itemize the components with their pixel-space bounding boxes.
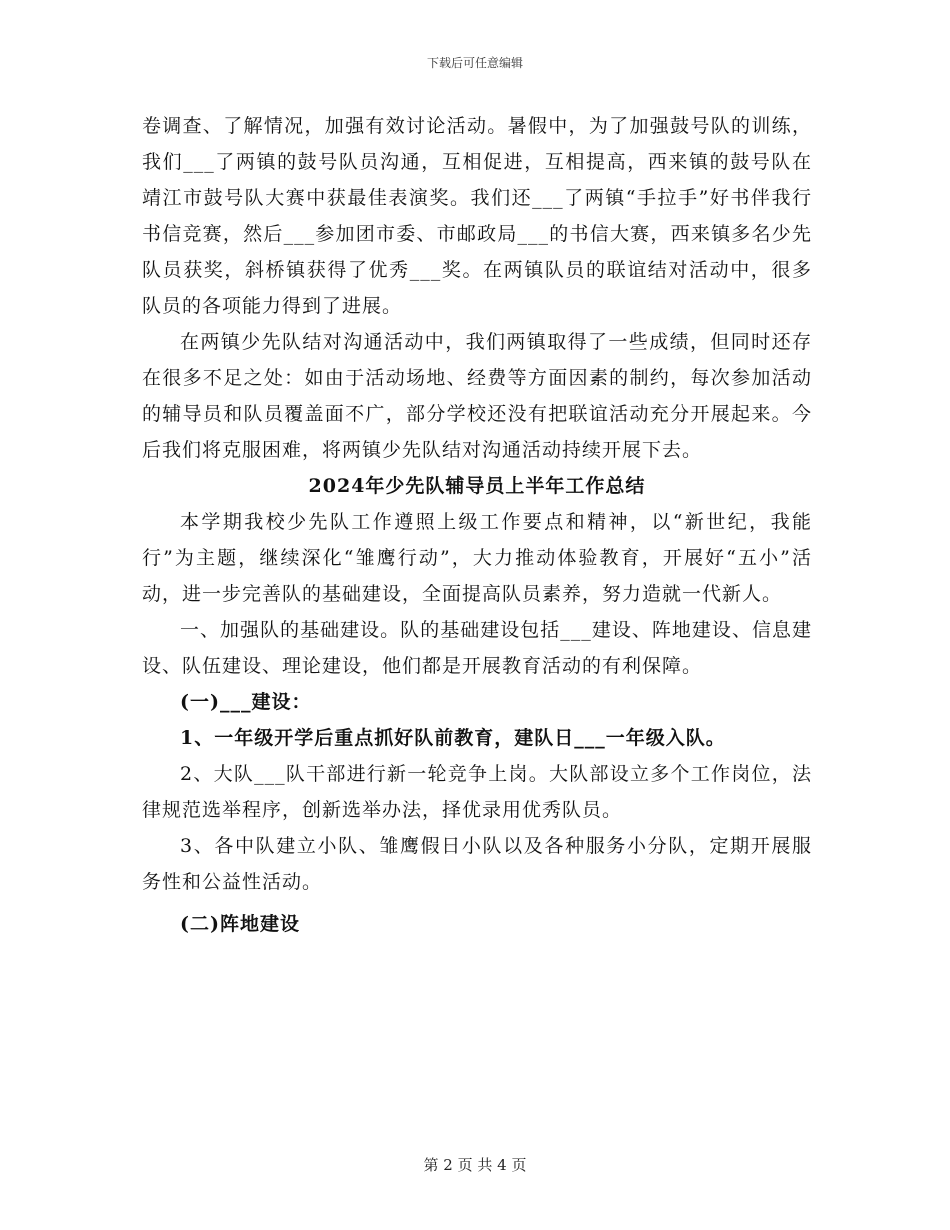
section-title: 2024年少先队辅导员上半年工作总结 [308, 475, 646, 497]
list-item-1: 1、一年级开学后重点抓好队前教育，建队日___一年级入队。 [180, 727, 726, 749]
list-item-2: 2、大队___队干部进行新一轮竞争上岗。大队部设立多个工作岗位，法律规范选举程序，创新选举办法，择优录用优秀队员。 [142, 763, 812, 821]
paragraph-intro: 本学期我校少先队工作遵照上级工作要点和精神，以“新世纪，我能行”为主题，继续深化“雏鹰行动”，大力推动体验教育，开展好“五小”活动，进一步完善队的基础建设，全面提高队员素养，努力造就一代新人。 [142, 511, 812, 605]
subheading-position: (二)阵地建设 [180, 913, 300, 935]
page-indicator: 第 2 页 共 4 页 [423, 1156, 527, 1174]
paragraph-summary: 在两镇少先队结对沟通活动中，我们两镇取得了一些成绩，但同时还存在很多不足之处：如由于活动场地、经费等方面因素的制约，每次参加活动的辅导员和队员覆盖面不广，部分学校还没有把联谊活动充分开展起来。今后我们将克服困难，将两镇少先队结对沟通活动持续开展下去。 [142, 331, 812, 461]
paragraph-continued: 卷调查、了解情况，加强有效讨论活动。暑假中，为了加强鼓号队的训练，我们___了两镇的鼓号队员沟通，互相促进，互相提高，西来镇的鼓号队在靖江市鼓号队大赛中获最佳表演奖。我们还___了两镇“手拉手”好书伴我行书信竞赛，然后___参加团市委、市邮政局___的书信大赛，西来镇多名少先队员获奖，斜桥镇获得了优秀___奖。在两镇队员的联谊结对活动中，很多队员的各项能力得到了进展。 [142, 115, 812, 317]
subheading-organization: (一)___建设： [180, 691, 312, 713]
paragraph-basic-construction: 一、加强队的基础建设。队的基础建设包括___建设、阵地建设、信息建设、队伍建设、理论建设，他们都是开展教育活动的有利保障。 [142, 619, 812, 677]
document-body [142, 108, 812, 942]
list-item-3: 3、各中队建立小队、雏鹰假日小队以及各种服务小分队，定期开展服务性和公益性活动。 [142, 835, 812, 893]
page-header-note: 下载后可任意编辑 [426, 56, 523, 70]
